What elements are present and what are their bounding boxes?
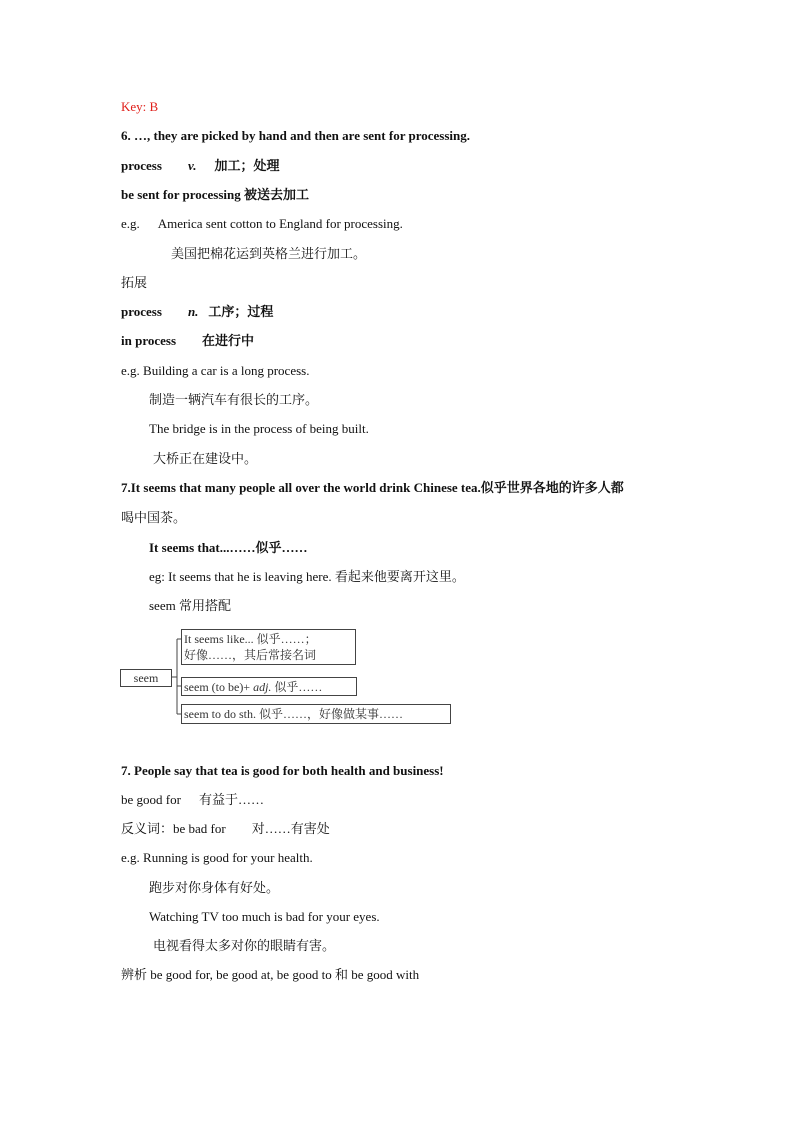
- be-good-for-phrase: be good for: [121, 792, 181, 807]
- antonym-label: 反义词：be bad for: [121, 821, 226, 836]
- good-for-example-2: Watching TV too much is bad for your eyes.: [149, 909, 380, 924]
- good-for-example-2-translation: 电视看得太多对你的眼睛有害。: [153, 938, 336, 953]
- seem-like-line1: It seems like... 似乎……；: [184, 632, 317, 646]
- process-verb-entry: [121, 158, 280, 174]
- in-process-phrase: in process: [121, 333, 177, 348]
- example-2-translation: 制造一辆汽车有很长的工序。: [149, 392, 319, 407]
- seem-adj-pos: adj.: [253, 680, 272, 694]
- seem-adj-pre: seem (to be)+: [184, 680, 254, 694]
- seem-like-branch: [181, 629, 356, 665]
- example-3: The bridge is in the process of being built.: [149, 421, 369, 436]
- seem-collocation-diagram: [118, 626, 458, 730]
- in-process-entry: [121, 333, 254, 349]
- example-2: e.g. Building a car is a long process.: [121, 363, 310, 378]
- antonym-meaning: 对……有害处: [251, 821, 330, 836]
- antonym-entry: [121, 821, 330, 837]
- distinguish-heading: 辨析 be good for, be good at, be good to 和 be good with: [121, 967, 420, 982]
- it-seems-example: eg: It seems that he is leaving here. 看起来他要离开这里。: [149, 569, 465, 584]
- seem-root-box: seem: [120, 669, 172, 687]
- process-pos: v.: [187, 158, 197, 173]
- in-process-meaning: 在进行中: [202, 333, 255, 348]
- good-for-example-1: e.g. Running is good for your health.: [121, 850, 313, 865]
- good-for-example-1-translation: 跑步对你身体有好处。: [149, 880, 280, 895]
- example-1: [121, 216, 403, 232]
- process-n-word: process: [121, 304, 162, 319]
- sent-for-processing-phrase: be sent for processing 被送去加工: [121, 187, 310, 202]
- seem-to-do-branch: seem to do sth. 似乎……，好像做某事……: [181, 704, 451, 724]
- seem-like-line2: 好像……，其后常接名词: [184, 648, 317, 662]
- item-7b-sentence: 7. People say that tea is good for both health and business!: [121, 763, 444, 778]
- process-meaning: 加工；处理: [214, 158, 280, 173]
- item-6-sentence: 6. …, they are picked by hand and then are sent for processing.: [121, 128, 470, 143]
- answer-key: Key: B: [121, 99, 159, 114]
- be-good-for-entry: [121, 792, 264, 808]
- eg-label: e.g.: [121, 216, 140, 231]
- seem-collocation-label: seem 常用搭配: [149, 598, 231, 613]
- seem-adj-post: 似乎……: [271, 680, 323, 694]
- process-n-pos: n.: [187, 304, 199, 319]
- extend-label: 拓展: [121, 275, 148, 290]
- process-noun-entry: [121, 304, 273, 320]
- process-word: process: [121, 158, 162, 173]
- eg-english: America sent cotton to England for processing.: [157, 216, 403, 231]
- item-7a-sentence-line1: 7.It seems that many people all over the world drink Chinese tea.似乎世界各地的许多人都: [121, 480, 624, 495]
- seem-adj-branch: [181, 677, 357, 696]
- process-n-meaning: 工序；过程: [208, 304, 274, 319]
- example-1-translation: 美国把棉花运到英格兰进行加工。: [171, 246, 367, 261]
- item-7a-sentence-line2: 喝中国茶。: [121, 510, 187, 525]
- be-good-for-meaning: 有益于……: [198, 792, 264, 807]
- example-3-translation: 大桥正在建设中。: [153, 451, 258, 466]
- it-seems-that-pattern: It seems that...……似乎……: [149, 540, 308, 555]
